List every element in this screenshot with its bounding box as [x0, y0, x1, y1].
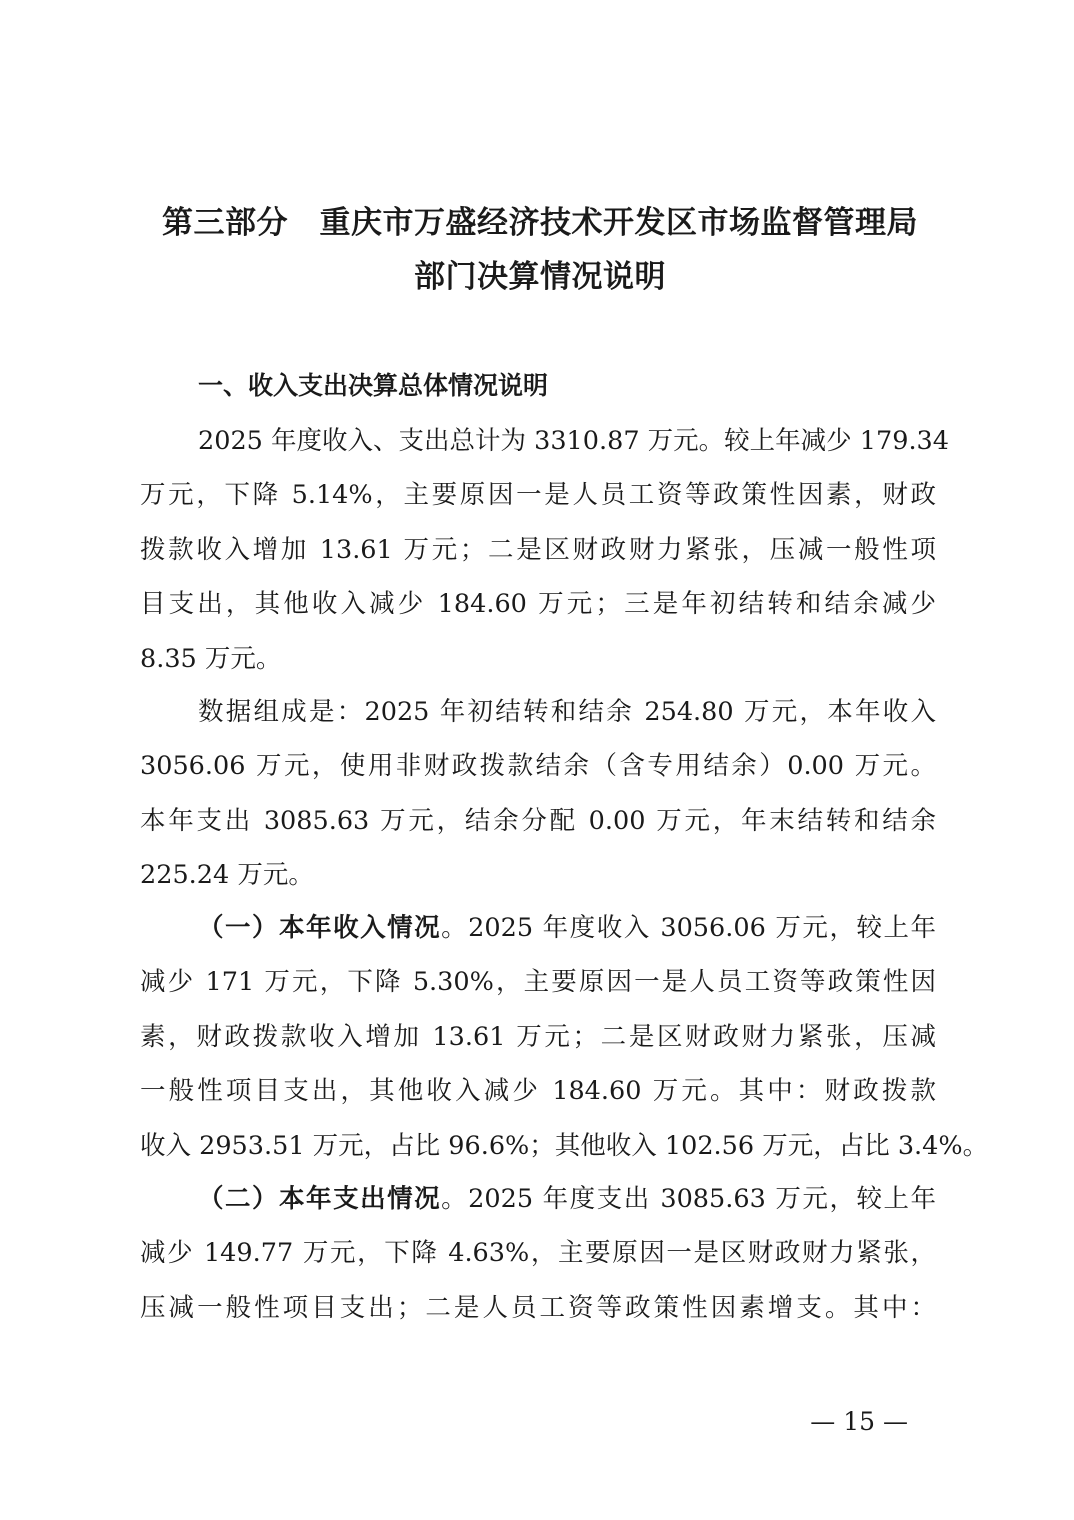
page-title-line-1: 第三部分 重庆市万盛经济技术开发区市场监督管理局 — [162, 205, 918, 241]
paragraph-line: 3056.06 万元，使用非财政拨款结余（含专用结余）0.00 万元。 — [140, 751, 936, 782]
paragraph-line — [140, 1172, 936, 1226]
paragraph-overall-summary — [140, 414, 949, 686]
paragraph-expenditure — [140, 1172, 936, 1335]
paragraph-line: 减少 171 万元，下降 5.30%，主要原因一是人员工资等政策性因 — [140, 967, 936, 998]
paragraph-line: 素，财政拨款收入增加 13.61 万元；二是区财政财力紧张，压减 — [140, 1021, 936, 1052]
page-title-line-2: 部门决算情况说明 — [414, 259, 666, 295]
paragraph-line: 225.24 万元。 — [140, 860, 314, 891]
subsection-heading-income: （一）本年收入情况 — [198, 913, 442, 943]
paragraph-line: 收入 2953.51 万元，占比 96.6%；其他收入 102.56 万元，占比 3.4%。 — [140, 1130, 989, 1161]
paragraph-line: 数据组成是：2025 年初结转和结余 254.80 万元，本年收入 — [198, 697, 936, 727]
page-number: — 15 — — [810, 1407, 908, 1436]
paragraph-line-rest: 。2025 年度收入 3056.06 万元，较上年 — [441, 913, 936, 943]
paragraph-line-rest: 。2025 年度支出 3085.63 万元，较上年 — [441, 1184, 936, 1214]
paragraph-line: 本年支出 3085.63 万元，结余分配 0.00 万元，年末结转和结余 — [140, 805, 936, 836]
paragraph-line: 压减一般性项目支出；二是人员工资等政策性因素增支。其中： — [140, 1292, 936, 1323]
paragraph-line: 减少 149.77 万元，下降 4.63%，主要原因一是区财政财力紧张， — [140, 1238, 936, 1269]
paragraph-line: 目支出，其他收入减少 184.60 万元；三是年初结转和结余减少 — [140, 589, 936, 620]
section-heading: 一、收入支出决算总体情况说明 — [198, 371, 549, 400]
paragraph-line: 2025 年度收入、支出总计为 3310.87 万元。较上年减少 179.34 — [198, 426, 949, 456]
paragraph-line — [140, 901, 936, 955]
paragraph-line: 一般性项目支出，其他收入减少 184.60 万元。其中：财政拨款 — [140, 1076, 936, 1107]
paragraph-data-composition — [140, 685, 936, 903]
paragraph-line: 拨款收入增加 13.61 万元；二是区财政财力紧张，压减一般性项 — [140, 534, 936, 565]
paragraph-line: 万元，下降 5.14%，主要原因一是人员工资等政策性因素，财政 — [140, 480, 936, 511]
paragraph-line: 8.35 万元。 — [140, 643, 282, 674]
subsection-heading-expenditure: （二）本年支出情况 — [198, 1184, 442, 1214]
paragraph-income — [140, 901, 989, 1173]
